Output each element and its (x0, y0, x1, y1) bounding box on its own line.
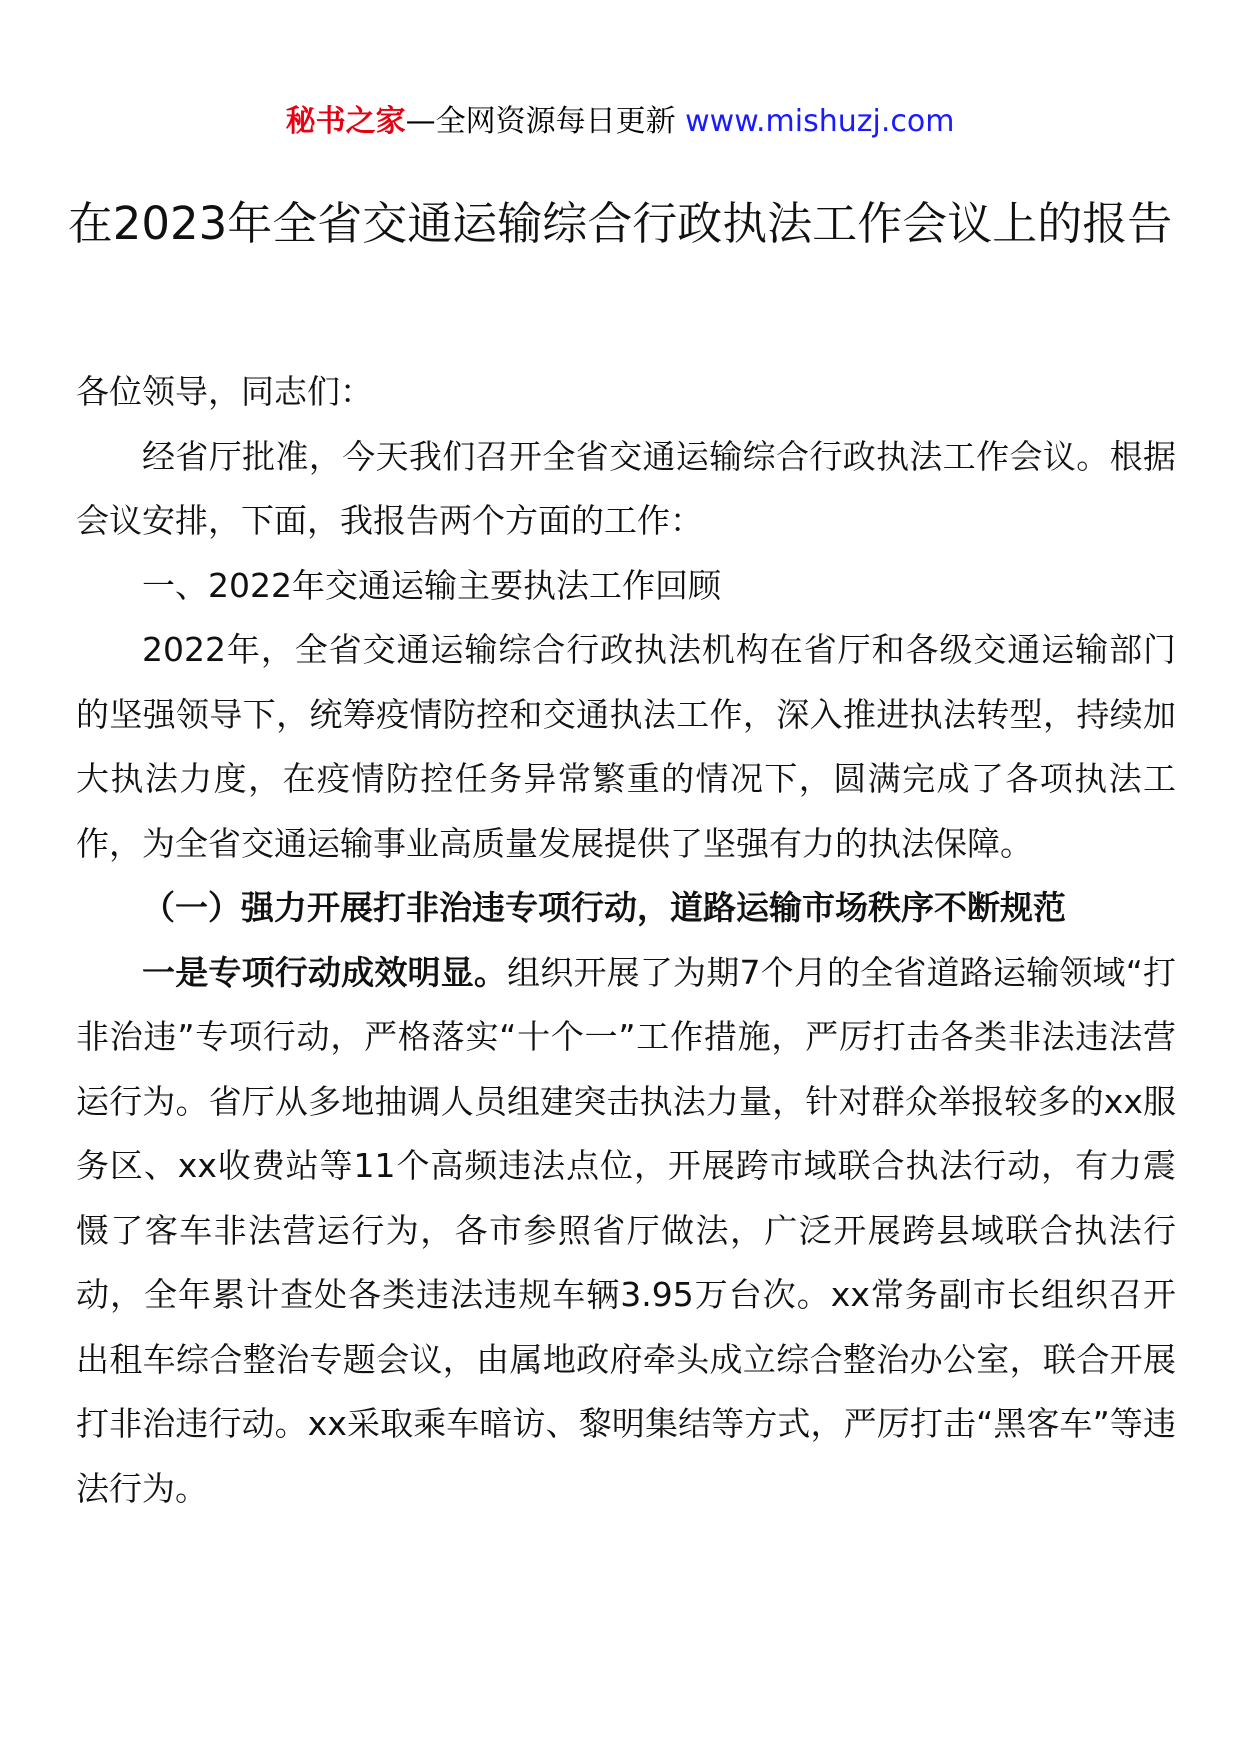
document-title: 在2023年全省交通运输综合行政执法工作会议上的报告 (67, 197, 1173, 250)
site-header (0, 100, 1240, 144)
point-lead: 一是专项行动成效明显。 (142, 952, 508, 992)
section-paragraph: 2022年，全省交通运输综合行政执法机构在省厅和各级交通运输部门的坚强领导下，统筹疫情防控和交通执法工作，深入推进执法转型，持续加大执法力度，在疫情防控任务异常繁重的情况下，圆满完成了各项执法工作，为全省交通运输事业高质量发展提供了坚强有力的执法保障。 (76, 630, 1176, 863)
point-paragraph (76, 941, 1176, 1522)
site-slogan: —全网资源每日更新 (405, 104, 676, 139)
point-text: 组织开展了为期7个月的全省道路运输领域“打非治违”专项行动，严格落实“十个一”工作措施，严厉打击各类非法违法营运行为。省厅从多地抽调人员组建突击执法力量，针对群众举报较多的xx服务区、xx收费站等11个高频违法点位，开展跨市域联合执法行动，有力震慑了客车非法营运行为，各市参照省厅做法，广泛开展跨县域联合执法行动，全年累计查处各类违法违规车辆3.95万台次。xx常务副市长组织召开出租车综合整治专题会议，由属地政府牵头成立综合整治办公室，联合开展打非治违行动。xx采取乘车暗访、黎明集结等方式，严厉打击“黑客车”等违法行为。 (76, 952, 1177, 1508)
salutation: 各位领导，同志们： (76, 372, 373, 411)
brand-name: 秘书之家 (285, 104, 406, 139)
section-heading: 一、2022年交通运输主要执法工作回顾 (142, 565, 721, 605)
intro-paragraph: 经省厅批准，今天我们召开全省交通运输综合行政执法工作会议。根据会议安排，下面，我报告两个方面的工作： (76, 436, 1176, 540)
site-url-link[interactable]: www.mishuzj.com (685, 104, 955, 139)
document-body (76, 360, 1176, 1521)
subsection-heading: （一）强力开展打非治违专项行动，道路运输市场秩序不断规范 (142, 888, 1066, 927)
